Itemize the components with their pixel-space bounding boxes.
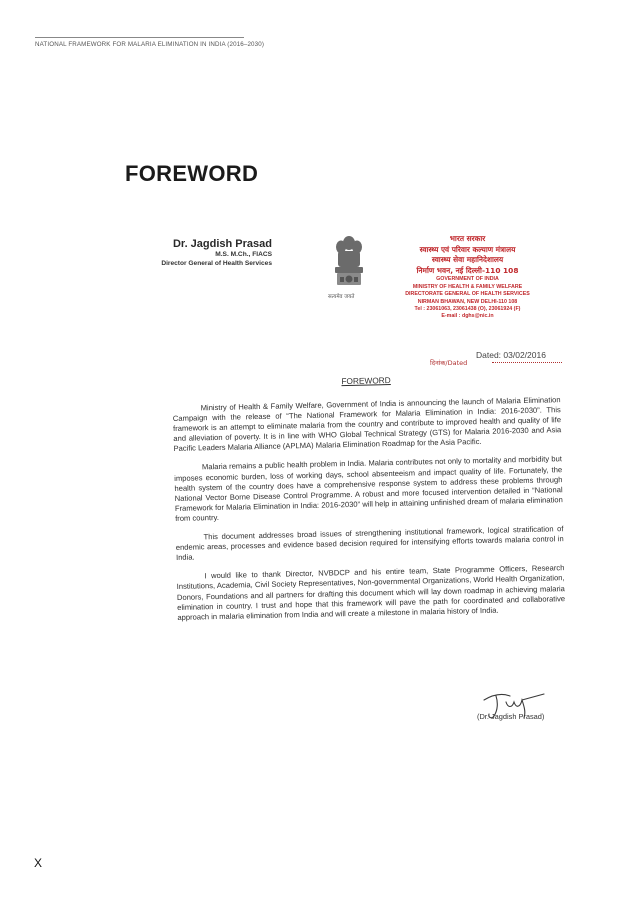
dated-value: Dated: 03/02/2016	[476, 350, 546, 360]
letter-paragraph: This document addresses broad issues of strengthening institutional framework, logical stratification of endemic areas, processes and evidence based decision required for intensifying efforts towards malaria control in India.	[175, 524, 564, 563]
letter-paragraph: Ministry of Health & Family Welfare, Government of India is announcing the launch of Malaria Elimination Campaign with the release of “The National Framework for Malaria Elimination in India: 2016-2030”. This framework is an attempt to eliminate malaria from the country and contribute to improved health and quality of life and alleviation of poverty. It is in line with WHO Global Technical Strategy (GTS) for Malaria 2016-2030 and Asia Pacific Leaders Malaria Alliance (APLMA) Malaria Elimination Roadmap for the Asia Pacific.	[172, 395, 562, 454]
signatory-block	[161, 238, 272, 268]
running-header: NATIONAL FRAMEWORK FOR MALARIA ELIMINATION IN INDIA (2016–2030)	[35, 41, 265, 48]
letterhead-english-line: Tel : 23061063, 23061438 (O), 23061924 (F)	[414, 306, 521, 312]
letterhead-hindi-line: स्वास्थ्य सेवा महानिदेशालय	[431, 255, 504, 265]
letter-paragraph: I would like to thank Director, NVBDCP and his entire team, State Programme Officers, Research Institutions, Academia, Civil Society Representatives, Non-governmental Organizations, World Health Organization, Donors, Foundations and all partners for drafting this document which will lay down roadmap in achieving malaria elimination in country. I trust and hope that this framework will pave the path for coordinated and collaborative approach in malaria elimination from India and will create a milestone in malaria history of India.	[176, 563, 566, 622]
letterhead-hindi-line: निर्माण भवन, नई दिल्ली-110 108	[416, 265, 519, 275]
dated-dotted-line	[492, 362, 562, 363]
letterhead-hindi-line: स्वास्थ्य एवं परिवार कल्याण मंत्रालय	[419, 244, 516, 254]
signatory-name: Dr. Jagdish Prasad	[172, 238, 272, 250]
letterhead-hindi-line: भारत सरकार	[449, 234, 486, 243]
signatory-qualifications: M.S. M.Ch., FIACS	[215, 251, 272, 258]
letterhead-english-line: DIRECTORATE GENERAL OF HEALTH SERVICES	[405, 291, 530, 298]
letter-body	[172, 371, 566, 632]
letter-closing: (Dr. Jagdish Prasad)	[477, 712, 545, 721]
letterhead-english-line: GOVERNMENT OF INDIA	[436, 276, 499, 283]
header-rule	[35, 37, 244, 38]
letter-heading: FOREWORD	[341, 375, 391, 387]
page-title: FOREWORD	[125, 161, 259, 186]
letter-paragraph: Malaria remains a public health problem in India. Malaria contributes not only to mortality and morbidity but imposes economic burden, loss of working days, school absenteeism and impact quality of life. Fortunately, the health system of the country does have a comprehensive response system to address these problems through National Vector Borne Disease Control Programme. A robust and more focused intervention detailed in “National Framework for Malaria Elimination in India: 2016-2030” will help in attaining unfinished dream of malaria elimination from country.	[174, 454, 563, 523]
page-number: X	[34, 856, 43, 870]
dated-field	[430, 350, 580, 370]
dated-printed-label: दिनांक/Dated	[430, 359, 468, 367]
letterhead	[380, 234, 555, 321]
national-emblem-icon	[330, 233, 368, 291]
letterhead-english-line: NIRMAN BHAWAN, NEW DELHI-110 108	[417, 298, 518, 305]
emblem-motto: सत्यमेव जयते	[328, 294, 355, 300]
signatory-designation: Director General of Health Services	[161, 260, 272, 267]
letterhead-english-line: MINISTRY OF HEALTH & FAMILY WELFARE	[412, 283, 523, 290]
letterhead-english-line: E-mail : dghs@nic.in	[441, 313, 494, 320]
